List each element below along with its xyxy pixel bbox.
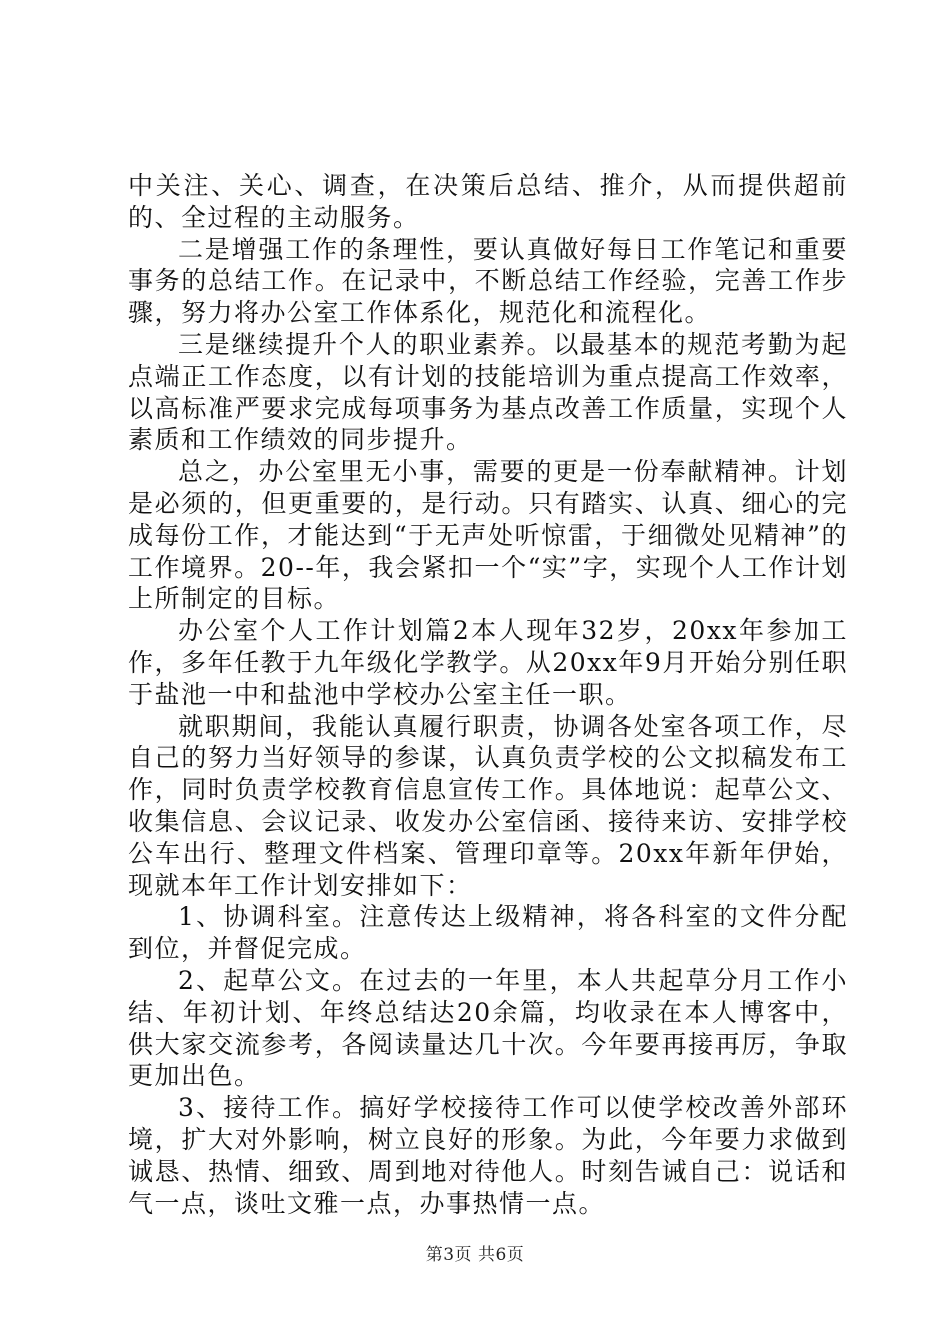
paragraph-point-three: 三是继续提升个人的职业素养。以最基本的规范考勤为起点端正工作态度，以有计划的技能培训为重点提高工作效率，以高标准严要求完成每项事务为基点改善工作质量，实现个人素质和工作绩效的同步提升。 — [128, 329, 848, 455]
paragraph-duties: 就职期间，我能认真履行职责，协调各处室各项工作，尽自己的努力当好领导的参谋，认真负责学校的公文拟稿发布工作，同时负责学校教育信息宣传工作。具体地说：起草公文、收集信息、会议记录、收发办公室信函、接待来访、安排学校公车出行、整理文件档案、管理印章等。20xx年新年伊始，现就本年工作计划安排如下： — [128, 711, 848, 900]
page-number-indicator: 第3页 共6页 — [425, 1245, 525, 1265]
paragraph-item-two: 2、起草公文。在过去的一年里，本人共起草分月工作小结、年初计划、年终总结达20余篇，均收录在本人博客中，供大家交流参考，各阅读量达几十次。今年要再接再厉，争取更加出色。 — [128, 965, 848, 1091]
paragraph-item-three: 3、接待工作。搞好学校接待工作可以使学校改善外部环境，扩大对外影响，树立良好的形象。为此，今年要力求做到诚恳、热情、细致、周到地对待他人。时刻告诫自己：说话和气一点，谈吐文雅一点，办事热情一点。 — [128, 1093, 848, 1218]
paragraph-item-one: 1、协调科室。注意传达上级精神，将各科室的文件分配到位，并督促完成。 — [128, 902, 848, 964]
page-footer — [0, 1244, 950, 1266]
paragraph-summary: 总之，办公室里无小事，需要的更是一份奉献精神。计划是必须的，但更重要的，是行动。只有踏实、认真、细心的完成每份工作，才能达到“于无声处听惊雷，于细微处见精神”的工作境界。20--年，我会紧扣一个“实”字，实现个人工作计划上所制定的目标。 — [128, 457, 848, 614]
paragraph-plan-two-intro: 办公室个人工作计划篇2本人现年32岁，20xx年参加工作，多年任教于九年级化学教学。从20xx年9月开始分别任职于盐池一中和盐池中学校办公室主任一职。 — [128, 616, 848, 709]
document-body — [128, 170, 848, 1219]
paragraph-point-two: 二是增强工作的条理性，要认真做好每日工作笔记和重要事务的总结工作。在记录中，不断总结工作经验，完善工作步骤，努力将办公室工作体系化，规范化和流程化。 — [128, 234, 848, 328]
paragraph-continuation: 中关注、关心、调查，在决策后总结、推介，从而提供超前的、全过程的主动服务。 — [128, 171, 848, 232]
